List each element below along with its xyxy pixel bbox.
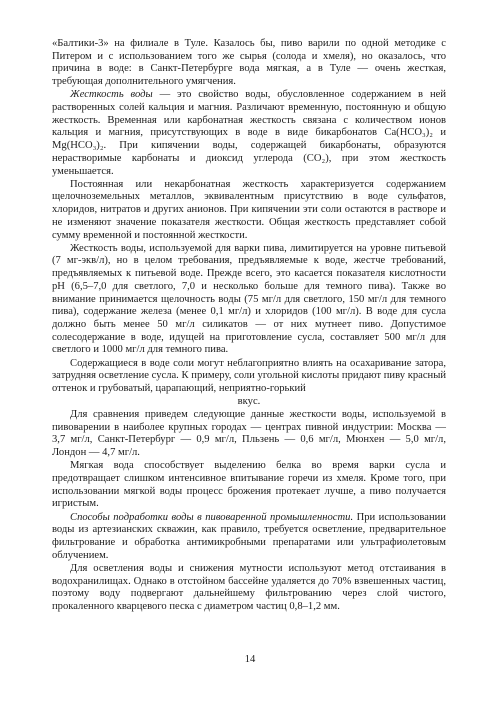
paragraph-text: Для осветления воды и снижения мутности используют метод отстаивания в водохранилищах. Однако в отстойном бассейне удаляется до 70% взвешенных частиц, поэтому воду подвергают дальнейшему фильтрованию через слой чистого, прокаленного кварцевого песка с диаметром частиц 0,8–1,2 мм.	[52, 562, 446, 612]
paragraph-hardness-limits	[52, 243, 446, 357]
paragraph-text: При использовании воды из артезианских скважин, как правило, требуется осветление, предварительное фильтрование и обработка антимикробными препаратами или ультрафиолетовым облучением.	[52, 511, 446, 561]
term-italic: Жесткость воды	[70, 89, 153, 101]
paragraph-text: Постоянная или некарбонатная жесткость характеризуется содержанием щелочноземельных металлов, эквивалентным присутствию в воде сульфатов, хлоридов, нитратов и других анионов. При кипячении эти соли остаются в растворе и не изменяют значение показателя жесткости. Общая жесткость представляет собой сумму временной и постоянной жесткости.	[52, 178, 446, 241]
paragraph-treatment-methods	[52, 512, 446, 563]
paragraph-text: Жесткость воды, используемой для варки пива, лимитируется на уровне питьевой (7 мг-экв/л), но в целом требования, предъявляемые к воде, жестче требований, предъявляемых к питьевой воде. Прежде всего, это касается показателя кислотности pH (6,5–7,0 для светлого, 7,0 и несколько больше для темного пива). Также во внимание принимается щелочность воды (75 мг/л для светлого, 150 мг/л для темного пива), содержание железа (менее 0,1 мг/л) и хлоридов (100 мг/л). В воде для сусла должно быть менее 50 мг/л силикатов — от них мутнеет пиво. Допустимое солесодержание в воде, идущей на приготовление сусла, составляет 500 мг/л для светлого и 1000 мг/л для темного пива.	[52, 242, 446, 356]
paragraph-clarification	[52, 563, 446, 614]
paragraph-text: Мягкая вода способствует выделению белка во время варки сусла и предотвращает слишком интенсивное впитывание горечи из хмеля. Кроме того, при использовании мягкой воды процесс брожения протекает лучше, а пиво получается игристым.	[52, 460, 446, 510]
paragraph-city-comparison	[52, 409, 446, 460]
paragraph-continuation	[52, 38, 446, 89]
page-number: 14	[244, 654, 256, 665]
paragraph-salts-effect	[52, 358, 446, 409]
paragraph-text: Содержащиеся в воде соли могут неблагоприятно влиять на осахаривание затора, затрудняя осветление сусла. К примеру, соли угольной кислоты придают пиву красный оттенок и грубоватый, царапающий, неприятно-горький	[52, 357, 446, 394]
paragraph-tail: вкус.	[237, 395, 261, 407]
body-text	[52, 38, 446, 614]
paragraph-water-hardness	[52, 89, 446, 178]
paragraph-text: — это свойство воды, обусловленное содержанием в ней растворенных солей кальция и магния. Различают временную, постоянную и общую жесткость. Временная или карбонатная жесткость связана с количеством ионов кальция и магния, присутствующих в воде в виде бикарбонатов Ca(HCO₃)₂ и Mg(HCO₃)₂. При кипячении воды, содержащей бикарбонаты, образуются нерастворимые карбонаты и диоксид углерода (CO₂), при этом жесткость уменьшается.	[52, 89, 446, 177]
paragraph-text: «Балтики-3» на филиале в Туле. Казалось бы, пиво варили по одной методике с Питером и с использованием того же сырья (солода и хмеля), но оказалось, что причина в воде: в Санкт-Петербурге вода мягкая, а в Туле — очень жесткая, требующая дополнительного умягчения.	[52, 38, 446, 88]
paragraph-permanent-hardness	[52, 179, 446, 243]
paragraph-text: Для сравнения приведем следующие данные жесткости воды, используемой в пивоварении в наиболее крупных городах — центрах пивной индустрии: Москва — 3,7 мг/л, Санкт-Петербург — 0,9 мг/л, Пльзень — 0,6 мг/л, Мюнхен — 5,0 мг/л, Лондон — 4,7 мг/л.	[52, 408, 446, 458]
paragraph-soft-water	[52, 460, 446, 511]
term-italic: Способы подработки воды в пивоваренной промышленности.	[70, 511, 354, 523]
